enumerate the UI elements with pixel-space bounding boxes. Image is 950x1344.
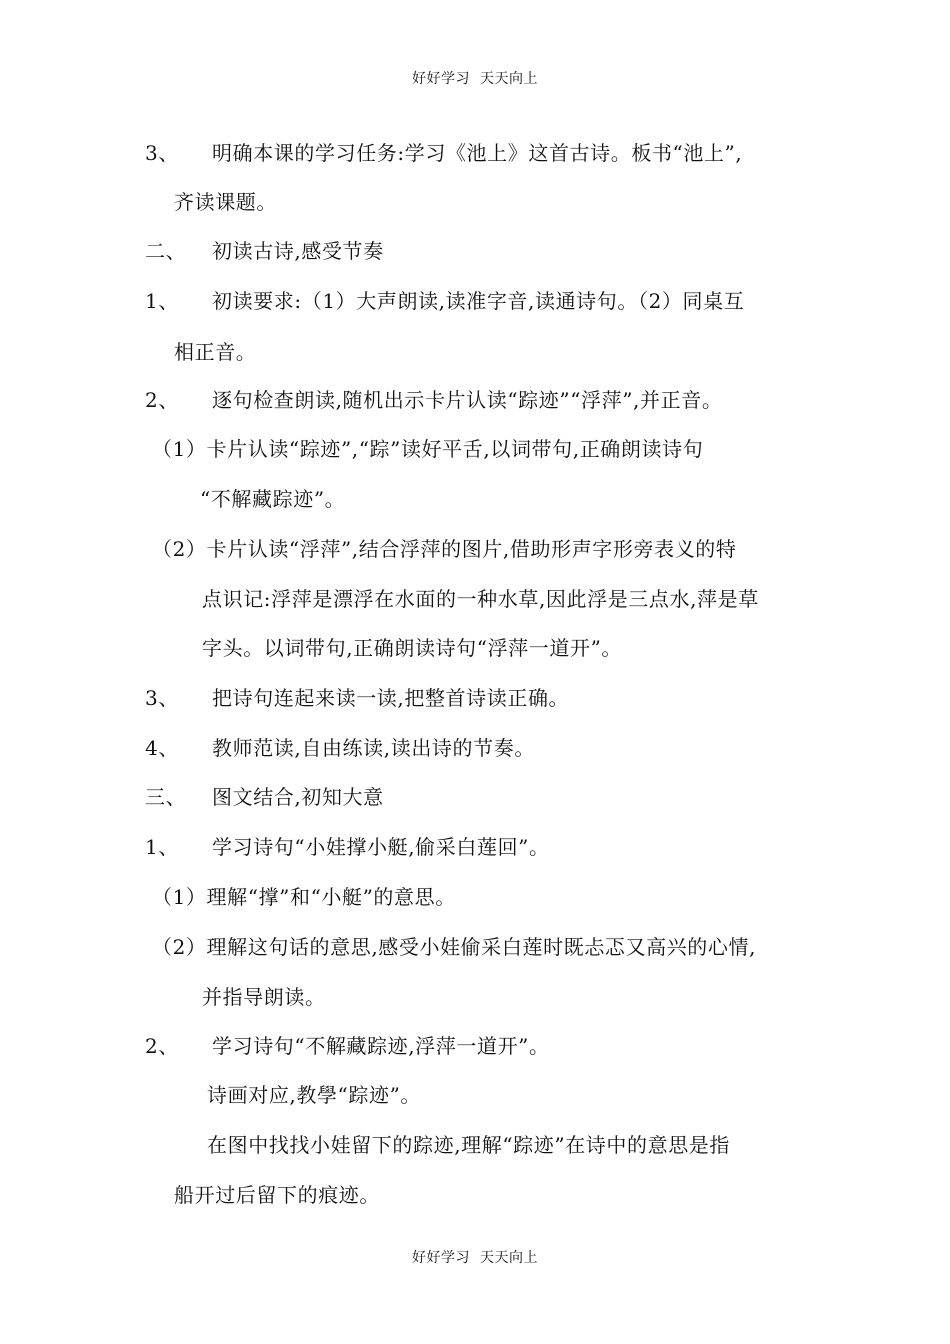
line-12: [145, 686, 569, 710]
page-footer: [0, 1247, 950, 1267]
line-07: [152, 437, 703, 461]
item-number: 4、: [145, 736, 179, 760]
footer-right: 天天向上: [480, 1250, 538, 1266]
line-text: （1）卡片认读“踪迹”,“踪”读好平舌,以词带句,正确朗读诗句: [152, 437, 704, 461]
line-19: [145, 1034, 550, 1058]
line-text: 齐读课题。: [174, 190, 277, 214]
line-09: [152, 537, 737, 561]
line-01: [145, 141, 742, 165]
line-text: 字头。以词带句,正确朗读诗句“浮萍一道开”。: [202, 636, 623, 660]
item-number: 1、: [145, 289, 179, 313]
line-22: [174, 1183, 380, 1207]
section-number: 三、: [145, 785, 187, 809]
line-text: 船开过后留下的痕迹。: [174, 1183, 380, 1207]
item-number: 2、: [145, 388, 179, 412]
line-text: （1）理解“撑”和“小艇”的意思。: [152, 885, 456, 909]
header-left: 好好学习: [412, 71, 470, 87]
line-text: 相正音。: [174, 340, 257, 364]
line-text: 学习诗句“不解藏踪迹,浮萍一道开”。: [212, 1034, 550, 1058]
section-heading: 初读古诗,感受节奏: [212, 239, 384, 263]
page-header: [0, 68, 950, 88]
section-heading: 图文结合,初知大意: [212, 785, 384, 809]
line-text: 在图中找找小娃留下的踪迹,理解“踪迹”在诗中的意思是指: [207, 1133, 731, 1157]
line-21: [207, 1133, 730, 1157]
section-number: 二、: [145, 239, 187, 263]
line-17: [152, 935, 756, 959]
line-05: [174, 340, 256, 364]
item-number: 3、: [145, 141, 179, 165]
line-text: 初读要求:（1）大声朗读,读准字音,读通诗句。（2）同桌互: [212, 289, 745, 313]
footer-left: 好好学习: [412, 1250, 470, 1266]
header-right: 天天向上: [480, 71, 538, 87]
line-text: （2）理解这句话的意思,感受小娃偷采白莲时既忐忑又高兴的心情,: [152, 935, 757, 959]
item-number: 2、: [145, 1034, 179, 1058]
line-text: 把诗句连起来读一读,把整首诗读正确。: [212, 686, 570, 710]
line-text: 点识记:浮萍是漂浮在水面的一种水草,因此浮是三点水,萍是草: [202, 587, 759, 611]
line-06: [145, 388, 722, 412]
item-number: 1、: [145, 835, 179, 859]
line-text: 诗画对应,教學“踪迹”。: [207, 1083, 422, 1107]
line-text: 学习诗句“小娃撑小艇,偷采白莲回”。: [212, 835, 550, 859]
line-04: [145, 289, 744, 313]
line-13: [145, 736, 535, 760]
line-text: 逐句检查朗读,随机出示卡片认读“踪迹”“浮萍”,并正音。: [212, 388, 723, 412]
line-text: （2）卡片认读“浮萍”,结合浮萍的图片,借助形声字形旁表义的特: [152, 537, 737, 561]
line-20: [207, 1083, 421, 1107]
line-text: 明确本课的学习任务:学习《池上》这首古诗。板书“池上”,: [212, 141, 743, 165]
line-15: [145, 835, 550, 859]
item-number: 3、: [145, 686, 179, 710]
line-08: [200, 487, 345, 511]
line-text: 并指导朗读。: [202, 985, 326, 1009]
line-03: [145, 239, 384, 263]
line-16: [152, 885, 456, 909]
line-text: “不解藏踪迹”。: [200, 487, 346, 511]
line-18: [202, 985, 326, 1009]
line-11: [202, 636, 622, 660]
line-14: [145, 785, 384, 809]
line-text: 教师范读,自由练读,读出诗的节奏。: [212, 736, 535, 760]
line-02: [174, 190, 277, 214]
line-10: [202, 587, 759, 611]
